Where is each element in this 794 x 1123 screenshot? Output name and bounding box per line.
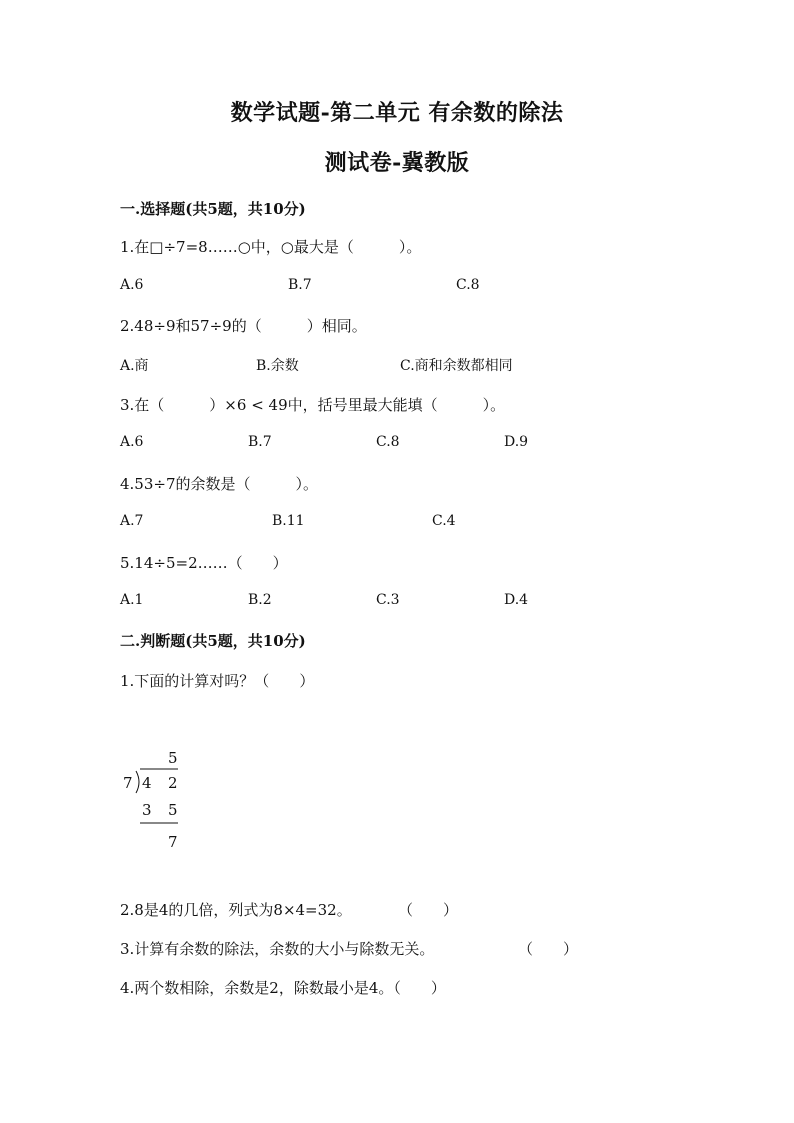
q2-option-c: C.商和余数都相同 (400, 358, 513, 374)
judge-3: 3.计算有余数的除法，余数的大小与除数无关。 (120, 940, 435, 958)
section-heading-judge: 二.判断题(共5题，共10分) (120, 632, 306, 650)
q5-option-b: B.2 (248, 592, 272, 608)
division-lines (118, 745, 198, 855)
q5-option-a: A.1 (120, 592, 144, 608)
quotient-digit: 5 (168, 749, 178, 767)
section-heading-choice: 一.选择题(共5题，共10分) (120, 200, 306, 218)
divisor-digit: 7 (123, 774, 133, 792)
q1-option-b: B.7 (288, 277, 312, 293)
question-2: 2.48÷9和57÷9的（ ）相同。 (120, 317, 367, 335)
q4-option-c: C.4 (432, 513, 456, 529)
q3-option-a: A.6 (120, 434, 144, 450)
q5-option-c: C.3 (376, 592, 400, 608)
judge-4: 4.两个数相除，余数是2，除数最小是4。（ ） (120, 979, 446, 997)
q4-option-a: A.7 (120, 513, 144, 529)
q5-option-d: D.4 (504, 592, 529, 608)
judge-1: 1.下面的计算对吗？（ ） (120, 672, 315, 690)
long-division-figure (118, 745, 198, 855)
q3-option-b: B.7 (248, 434, 272, 450)
product-ones-digit: 5 (168, 801, 178, 819)
q1-option-c: C.8 (456, 277, 480, 293)
question-4: 4.53÷7的余数是（ ）。 (120, 475, 319, 493)
dividend-tens-digit: 4 (142, 774, 152, 792)
question-1: 1.在□÷7=8……○中，○最大是（ ）。 (120, 238, 422, 256)
question-5: 5.14÷5=2……（ ） (120, 554, 288, 572)
q1-option-a: A.6 (120, 277, 144, 293)
judge-2: 2.8是4的几倍，列式为8×4=32。 (120, 901, 352, 919)
q4-option-b: B.11 (272, 513, 305, 529)
remainder-digit: 7 (168, 833, 178, 851)
question-3: 3.在（ ）×6 < 49中，括号里最大能填（ ）。 (120, 396, 506, 414)
page-subtitle: 测试卷-冀教版 (324, 150, 470, 176)
judge-3-answer-paren: （ ） (518, 940, 579, 958)
product-tens-digit: 3 (142, 801, 152, 819)
judge-2-answer-paren: （ ） (398, 901, 459, 919)
q2-option-a: A.商 (120, 358, 149, 374)
page-title: 数学试题-第二单元 有余数的除法 (230, 100, 564, 126)
dividend-ones-digit: 2 (168, 774, 178, 792)
q3-option-c: C.8 (376, 434, 400, 450)
q3-option-d: D.9 (504, 434, 529, 450)
q2-option-b: B.余数 (256, 358, 299, 374)
